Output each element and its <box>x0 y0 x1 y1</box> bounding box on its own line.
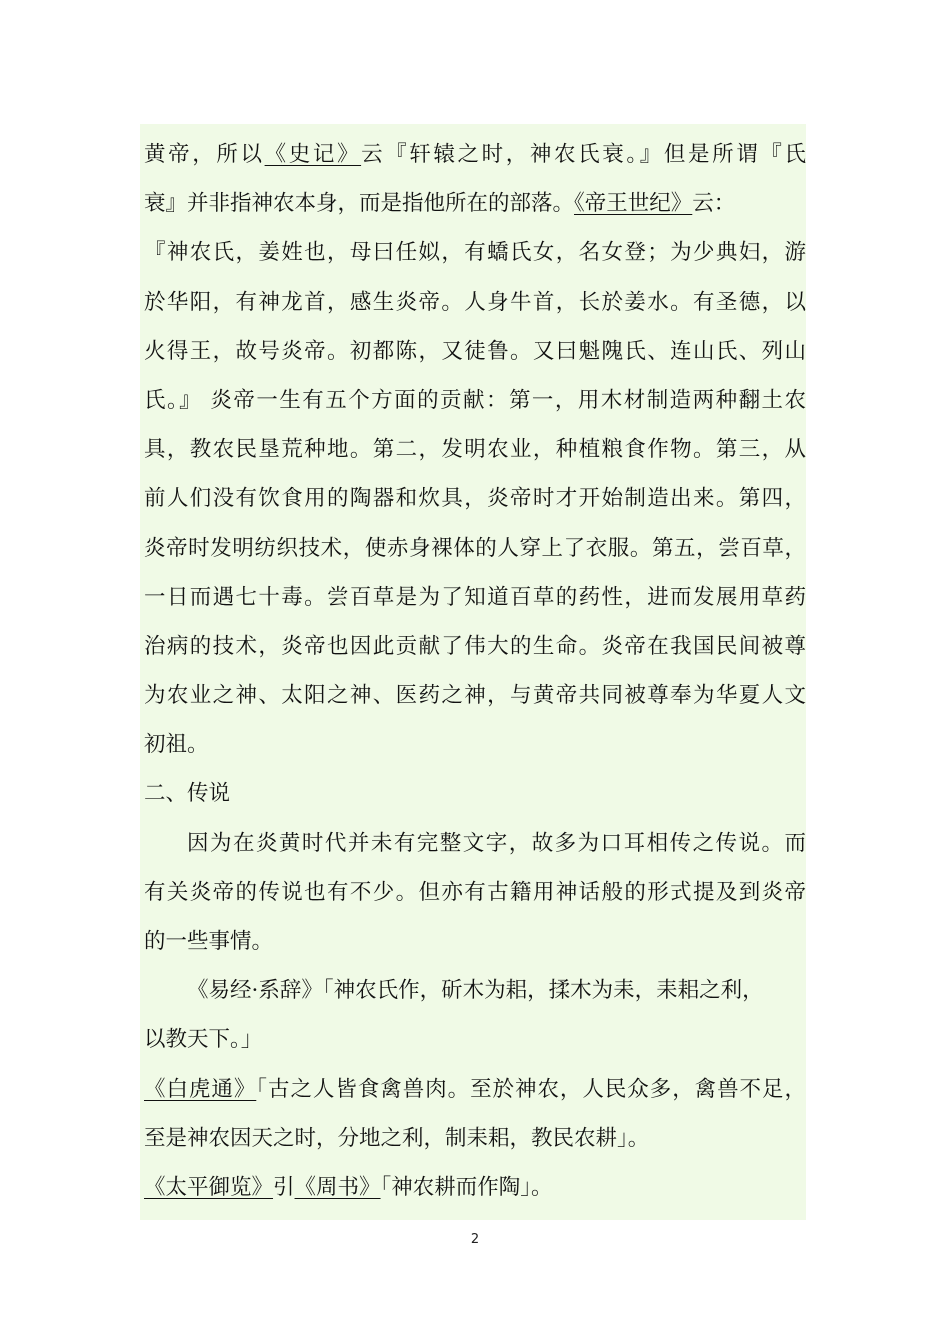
text-line <box>144 1163 806 1212</box>
text-line <box>144 130 806 179</box>
text-line: 炎帝时发明纺织技术，使赤身裸体的人穿上了衣服。第五，尝百草， <box>144 535 806 561</box>
text-line: 以教天下。」 <box>144 1027 263 1053</box>
document-body <box>144 130 806 1212</box>
section-heading: 二、传说 <box>144 781 231 807</box>
text-line: 有关炎帝的传说也有不少。但亦有古籍用神话般的形式提及到炎帝 <box>144 879 806 905</box>
text-span: 引 <box>273 1174 295 1200</box>
text-span: 黄帝，所以 <box>144 142 265 167</box>
text-line: 治病的技术，炎帝也因此贡献了伟大的生命。炎帝在我国民间被尊 <box>144 633 806 659</box>
text-span: 云『轩辕之时，神农氏衰。』但是所谓『氏 <box>361 142 806 167</box>
text-span: 「神农耕而作陶」。 <box>380 1174 553 1200</box>
text-line: 至是神农因天之时，分地之利，制耒耜，教民农耕」。 <box>144 1125 650 1151</box>
text-line: 初祖。 <box>144 732 209 758</box>
text-line: 《易经·系辞》「神农氏作，斫木为耜，揉木为耒，耒耜之利， <box>187 978 764 1004</box>
book-link-zhoushu[interactable]: 《周书》 <box>294 1174 381 1200</box>
text-line: 氏。』 炎帝一生有五个方面的贡献：第一，用木材制造两种翻土农 <box>144 387 806 413</box>
text-line: 前人们没有饮食用的陶器和炊具，炎帝时才开始制造出来。第四， <box>144 486 806 512</box>
book-link-taiping-yulan[interactable]: 《太平御览》 <box>144 1174 274 1200</box>
text-line: 火得王，故号炎帝。初都陈，又徒鲁。又曰魁隗氏、连山氏、列山 <box>144 338 806 364</box>
text-line: 的一些事情。 <box>144 929 274 954</box>
text-span: 云： <box>692 191 736 217</box>
page-number: 2 <box>470 1232 480 1247</box>
book-link-baihutong[interactable]: 《白虎通》 <box>144 1076 257 1102</box>
text-line: 因为在炎黄时代并未有完整文字，故多为口耳相传之传说。而 <box>187 830 806 856</box>
book-link-diwang-shiji[interactable]: 《帝王世纪》 <box>574 191 693 217</box>
text-span: 衰』并非指神农本身，而是指他所在的部落。 <box>144 191 575 217</box>
text-line: 具，教农民垦荒种地。第二，发明农业，种植粮食作物。第三，从 <box>144 437 806 463</box>
book-link-shiji[interactable]: 《史记》 <box>264 142 362 167</box>
text-span: 「古之人皆食禽兽肉。至於神农，人民众多，禽兽不足， <box>256 1076 806 1102</box>
text-line <box>144 179 806 228</box>
text-line: 於华阳，有神龙首，感生炎帝。人身牛首，长於姜水。有圣德，以 <box>144 289 806 315</box>
text-line <box>144 1065 806 1114</box>
text-line: 『神农氏，姜姓也，母曰任姒，有蟜氏女，名女登；为少典妇，游 <box>144 240 806 266</box>
text-line: 一日而遇七十毒。尝百草是为了知道百草的药性，进而发展用草药 <box>144 584 806 610</box>
text-line: 为农业之神、太阳之神、医药之神，与黄帝共同被尊奉为华夏人文 <box>144 683 806 709</box>
